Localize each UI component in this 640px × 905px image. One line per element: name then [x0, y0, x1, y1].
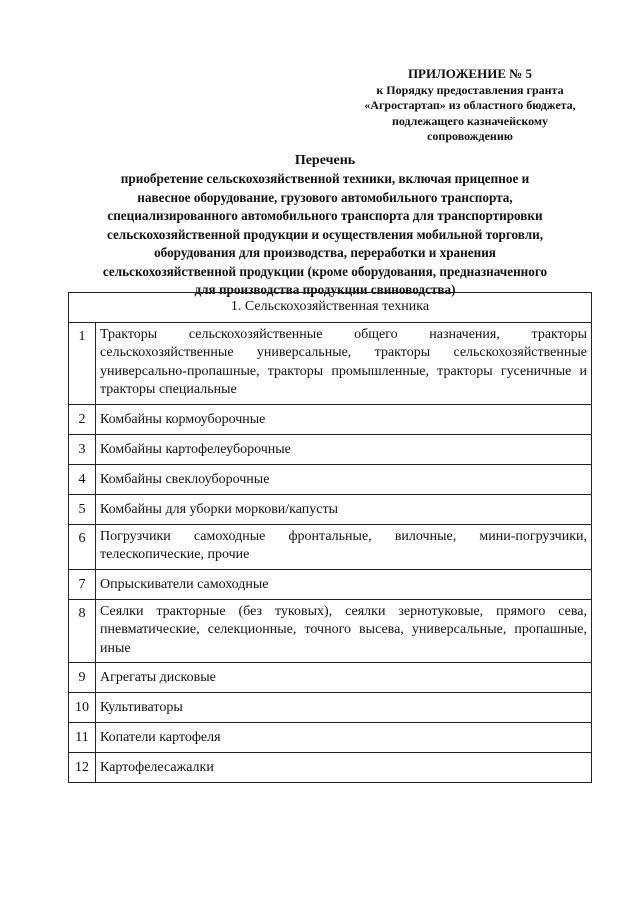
appendix-line: к Порядку предоставления гранта — [376, 82, 564, 97]
table-row — [69, 404, 592, 434]
appendix-line: подлежащего казначейскому — [391, 113, 549, 128]
title-line: сельскохозяйственной продукции и осуществления мобильной торговли, — [106, 226, 544, 242]
title-line: навесное оборудование, грузового автомобильного транспорта, — [137, 189, 513, 205]
title-line: оборудования для производства, переработки и хранения — [154, 245, 496, 260]
table-row — [69, 599, 592, 663]
row-text: Комбайны кормоуборочные — [96, 404, 592, 434]
row-text: Копатели картофеля — [96, 723, 592, 753]
row-text: Сеялки тракторные (без туковых), сеялки зернотуковые, прямого сева, пневматические, селекционные, точного высева, универсальные, пропашные, иные — [96, 599, 592, 663]
row-number: 7 — [69, 569, 96, 599]
row-number: 12 — [69, 753, 96, 783]
table-row — [69, 322, 592, 404]
section-heading: 1. Сельскохозяйственная техника — [69, 293, 592, 323]
row-text: Погрузчики самоходные фронтальные, вилочные, мини-погрузчики, телескопические, прочие — [96, 524, 592, 569]
row-number: 9 — [69, 663, 96, 693]
table-row — [69, 569, 592, 599]
table-row — [69, 723, 592, 753]
row-number: 8 — [69, 599, 96, 663]
table-row — [69, 663, 592, 693]
row-text: Тракторы сельскохозяйственные общего назначения, тракторы сельскохозяйственные универсальные, тракторы сельскохозяйственные универсально-пропашные, тракторы промышленные, тракторы гусеничные и тракторы специальные — [96, 322, 592, 404]
row-text: Комбайны картофелеуборочные — [96, 434, 592, 464]
row-number: 5 — [69, 494, 96, 524]
appendix-line: сопровождению — [427, 129, 513, 143]
row-text: Культиваторы — [96, 693, 592, 723]
table-row — [69, 434, 592, 464]
row-text: Агрегаты дисковые — [96, 663, 592, 693]
title-line: для производства продукции свиноводства) — [194, 282, 456, 297]
table-row — [69, 693, 592, 723]
appendix-block — [330, 66, 610, 145]
title-line: специализированного автомобильного транспорта для транспортировки — [107, 208, 543, 223]
row-number: 2 — [69, 404, 96, 434]
row-text: Комбайны для уборки моркови/капусты — [96, 494, 592, 524]
appendix-line: «Агростартап» из областного бюджета, — [364, 98, 576, 112]
section-heading-row — [69, 293, 592, 323]
table-row — [69, 524, 592, 569]
title-main: Перечень — [294, 153, 356, 168]
table-row — [69, 464, 592, 494]
row-number: 11 — [69, 723, 96, 753]
row-text: Опрыскиватели самоходные — [96, 569, 592, 599]
row-number: 6 — [69, 524, 96, 569]
table-row — [69, 494, 592, 524]
row-text: Комбайны свеклоуборочные — [96, 464, 592, 494]
document-title — [40, 152, 610, 300]
row-number: 3 — [69, 434, 96, 464]
appendix-heading: ПРИЛОЖЕНИЕ № 5 — [407, 66, 533, 81]
row-number: 4 — [69, 464, 96, 494]
row-number: 10 — [69, 693, 96, 723]
title-line: приобретение сельскохозяйственной техники, включая прицепное и — [120, 171, 530, 186]
row-text: Картофелесажалки — [96, 753, 592, 783]
equipment-table — [68, 292, 592, 783]
title-line: сельскохозяйственной продукции (кроме оборудования, предназначенного — [102, 263, 548, 279]
row-number: 1 — [69, 322, 96, 404]
table-row — [69, 753, 592, 783]
